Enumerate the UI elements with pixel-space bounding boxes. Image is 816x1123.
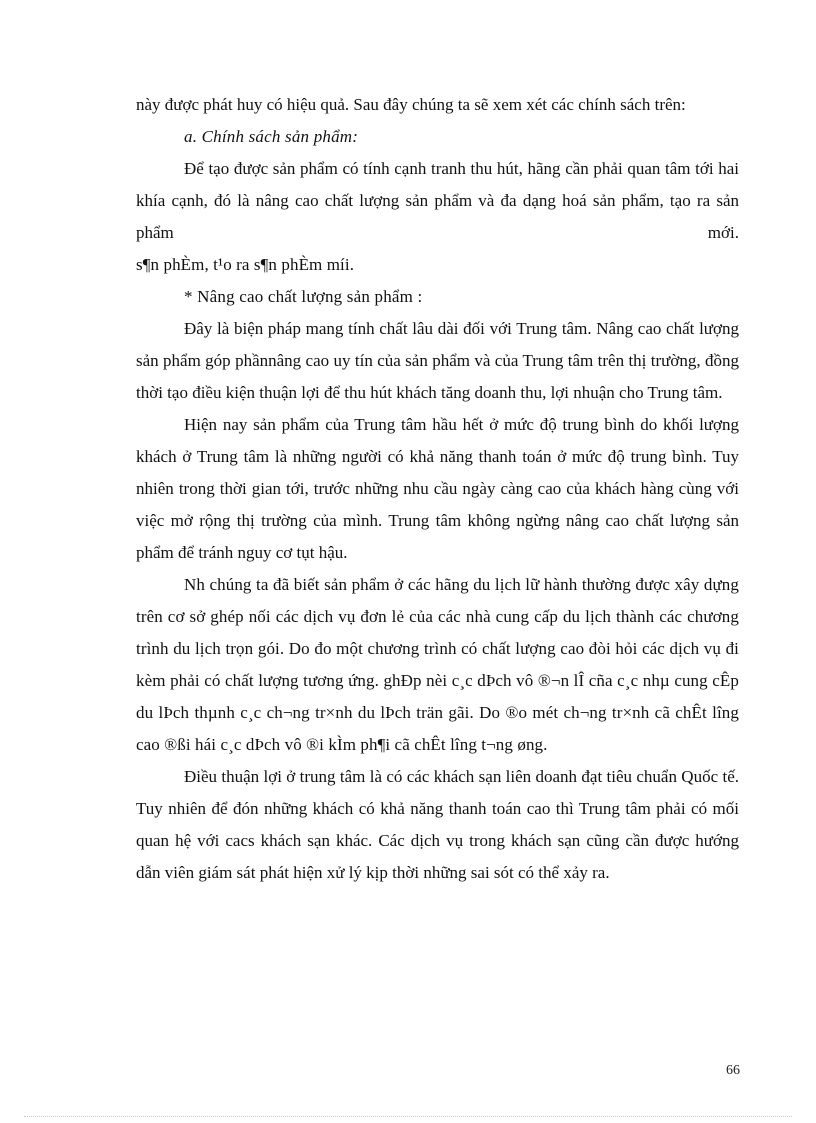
footer-divider xyxy=(24,1116,792,1117)
document-body xyxy=(136,89,739,889)
section-heading-product-policy: a. Chính sách sản phẩm: xyxy=(184,127,359,146)
paragraph-quality-measure: Đây là biện pháp mang tính chất lâu dài đối với Trung tâm. Nâng cao chất lượng sản phẩm góp phầnnâng cao uy tín của sản phẩm và của Trung tâm trên thị trường, đồng thời tạo điều kiện thuận lợi để thu hút khách tăng doanh thu, lợi nhuận cho Trung tâm. xyxy=(136,319,739,402)
paragraph-package-tours: Nh chúng ta đã biết sản phẩm ở các hãng du lịch lữ hành thường được xây dựng trên cơ sở ghép nối các dịch vụ đơn lẻ của các nhà cung cấp du lịch thành các chương trình du lịch trọn gói. Do đo một chương trình có chất lượng cao đòi hỏi các dịch vụ đi kèm phải có chất lượng tương ứng. ghÐp nèi c¸c dÞch vô ®¬n lÎ cña c¸c nhµ cung cÊp du lÞch thµnh c¸c ch¬ng tr×nh du lÞch trän gãi. Do ®o mét ch¬ng tr×nh cã chÊt lîng cao ®ßi hái c¸c dÞch vô ®i kÌm ph¶i cã chÊt lîng t¬ng øng. xyxy=(136,575,739,754)
paragraph-garbled-fragment: s¶n phÈm, t¹o ra s¶n phÈm míi. xyxy=(136,255,355,274)
page-number: 66 xyxy=(726,1063,740,1078)
paragraph-continuation: này được phát huy có hiệu quả. Sau đây chúng ta sẽ xem xét các chính sách trên: xyxy=(136,95,686,114)
paragraph-hotels: Điều thuận lợi ở trung tâm là có các khách sạn liên doanh đạt tiêu chuẩn Quốc tế. Tuy nhiên để đón những khách có khả năng thanh toán cao thì Trung tâm phải có mối quan hệ với cacs khách sạn khác. Các dịch vụ trong khách sạn cũng cần được hướng dẫn viên giám sát phát hiện xử lý kịp thời những sai sót có thể xảy ra. xyxy=(136,767,739,882)
subheading-quality: * Nâng cao chất lượng sản phẩm : xyxy=(184,287,423,306)
paragraph-product-intro: Để tạo được sản phẩm có tính cạnh tranh thu hút, hãng cần phải quan tâm tới hai khía cạnh, đó là nâng cao chất lượng sản phẩm và đa dạng hoá sản phẩm, tạo ra sản phẩm mới. xyxy=(136,159,739,242)
paragraph-current-products: Hiện nay sản phẩm của Trung tâm hầu hết ở mức độ trung bình do khối lượng khách ở Trung tâm là những người có khả năng thanh toán ở mức độ trung bình. Tuy nhiên trong thời gian tới, trước những nhu cầu ngày càng cao của khách hàng cùng với việc mở rộng thị trường của mình. Trung tâm không ngừng nâng cao chất lượng sản phẩm để tránh nguy cơ tụt hậu. xyxy=(136,415,739,562)
